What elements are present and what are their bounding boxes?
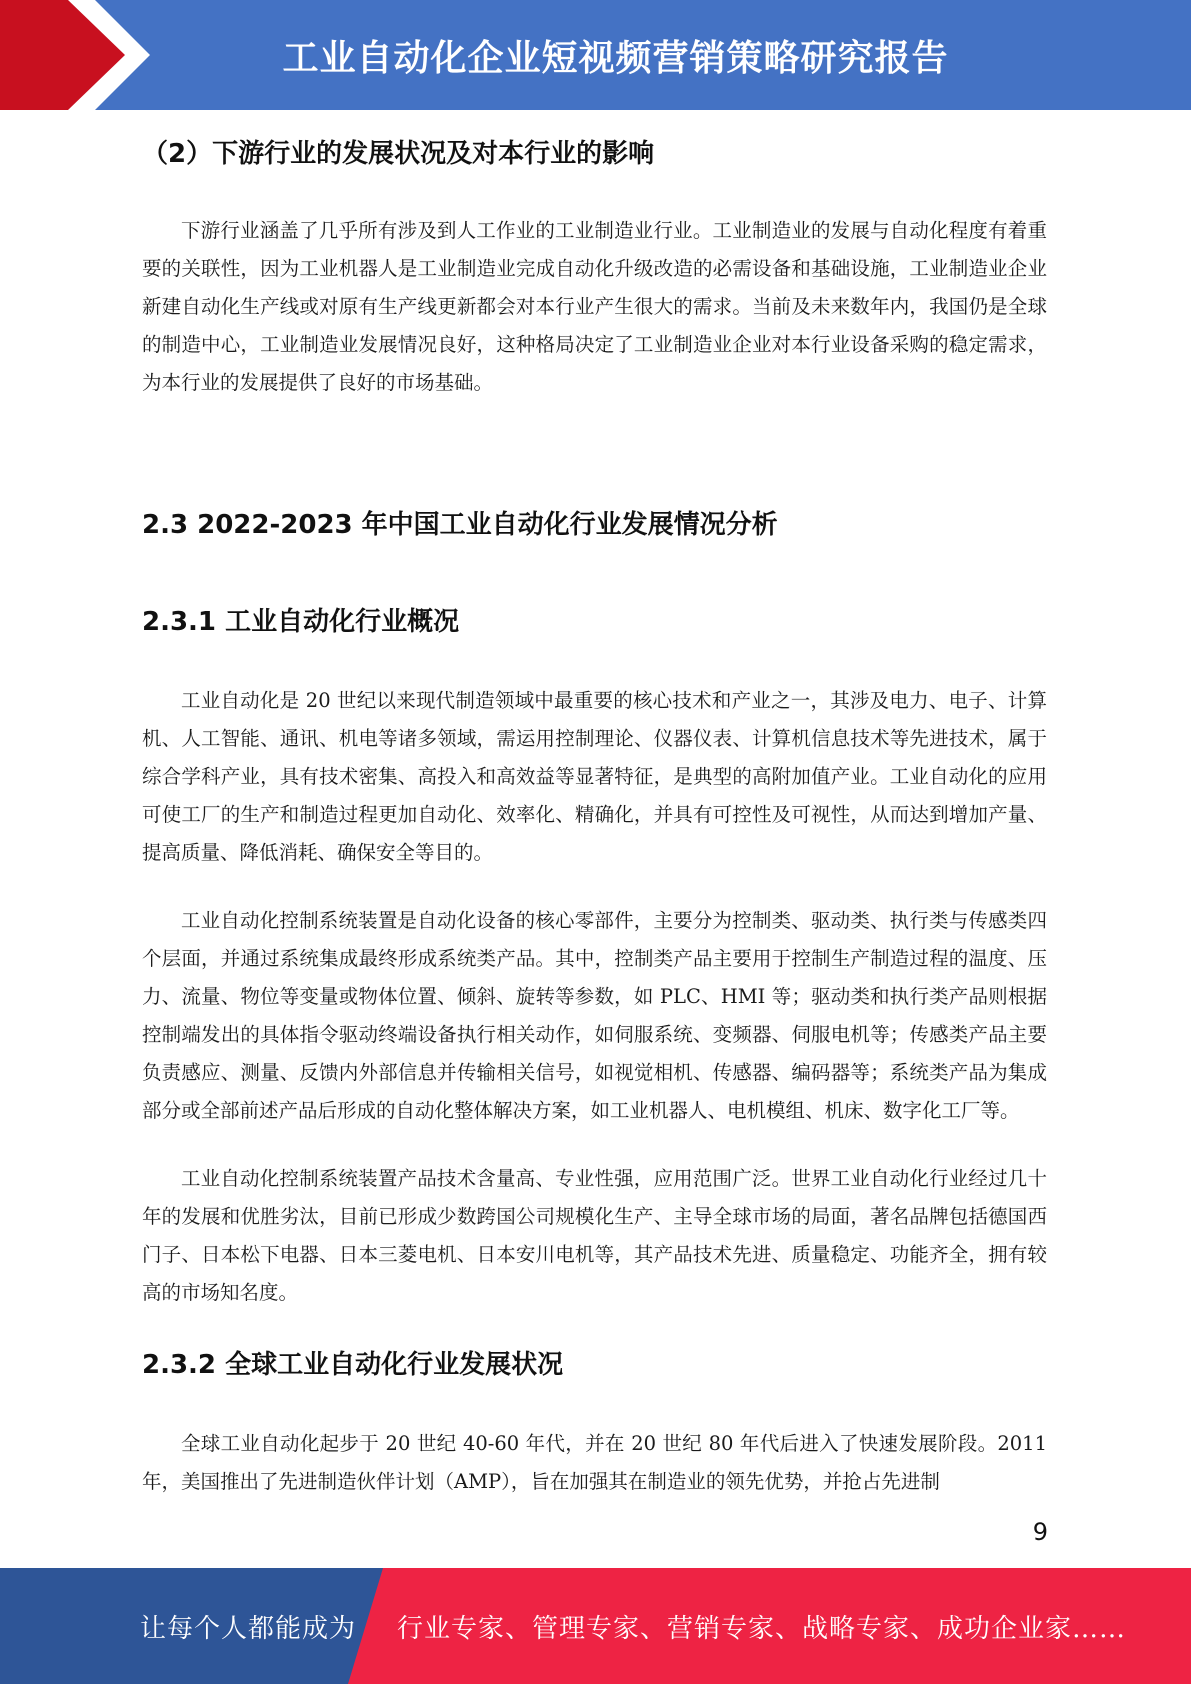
heading-section-2-3-1: 2.3.1 工业自动化行业概况 [142,607,460,637]
footer-slogan-right: 行业专家、管理专家、营销专家、战略专家、成功企业家…… [397,1613,1127,1644]
report-title: 工业自动化企业短视频营销策略研究报告 [282,37,949,79]
paragraph-overview-1: 工业自动化是 20 世纪以来现代制造领域中最重要的核心技术和产业之一，其涉及电力、电子、计算机、人工智能、通讯、机电等诸多领域，需运用控制理论、仪器仪表、计算机信息技术等先进技术，属于综合学科产业，具有技术密集、高投入和高效益等显著特征，是典型的高附加值产业。工业自动化的应用可使工厂的生产和制造过程更加自动化、效率化、精确化，并具有可控性及可视性，从而达到增加产量、提高质量、降低消耗、确保安全等目的。 [142,689,1047,864]
heading-section-2-3-2: 2.3.2 全球工业自动化行业发展状况 [142,1350,564,1380]
paragraph-global: 全球工业自动化起步于 20 世纪 40-60 年代，并在 20 世纪 80 年代后进入了快速发展阶段。2011 年，美国推出了先进制造伙伴计划（AMP），旨在加强其在制造业的领先优势，并抢占先进制 [142,1432,1047,1493]
heading-downstream-industry: （2）下游行业的发展状况及对本行业的影响 [142,139,655,169]
paragraph-downstream: 下游行业涵盖了几乎所有涉及到人工作业的工业制造业行业。工业制造业的发展与自动化程度有着重要的关联性，因为工业机器人是工业制造业完成自动化升级改造的必需设备和基础设施，工业制造业企业新建自动化生产线或对原有生产线更新都会对本行业产生很大的需求。当前及未来数年内，我国仍是全球的制造中心，工业制造业发展情况良好，这种格局决定了工业制造业企业对本行业设备采购的稳定需求，为本行业的发展提供了良好的市场基础。 [142,219,1047,394]
paragraph-overview-2: 工业自动化控制系统装置是自动化设备的核心零部件，主要分为控制类、驱动类、执行类与传感类四个层面，并通过系统集成最终形成系统类产品。其中，控制类产品主要用于控制生产制造过程的温度、压力、流量、物位等变量或物体位置、倾斜、旋转等参数，如 PLC、HMI 等；驱动类和执行类产品则根据控制端发出的具体指令驱动终端设备执行相关动作，如伺服系统、变频器、伺服电机等；传感类产品主要负责感应、测量、反馈内外部信息并传输相关信号，如视觉相机、传感器、编码器等；系统类产品为集成部分或全部前述产品后形成的自动化整体解决方案，如工业机器人、电机模组、机床、数字化工厂等。 [142,909,1047,1122]
paragraph-overview-3: 工业自动化控制系统装置产品技术含量高、专业性强，应用范围广泛。世界工业自动化行业经过几十年的发展和优胜劣汰，目前已形成少数跨国公司规模化生产、主导全球市场的局面，著名品牌包括德国西门子、日本松下电器、日本三菱电机、日本安川电机等，其产品技术先进、质量稳定、功能齐全，拥有较高的市场知名度。 [142,1167,1047,1304]
heading-section-2-3: 2.3 2022-2023 年中国工业自动化行业发展情况分析 [142,510,778,540]
page-header [0,0,1191,110]
page-content [142,128,1047,1501]
page-footer [0,1568,1191,1684]
footer-slogan-left: 让每个人都能成为 [140,1613,357,1644]
page-number: 9 [1032,1518,1048,1546]
